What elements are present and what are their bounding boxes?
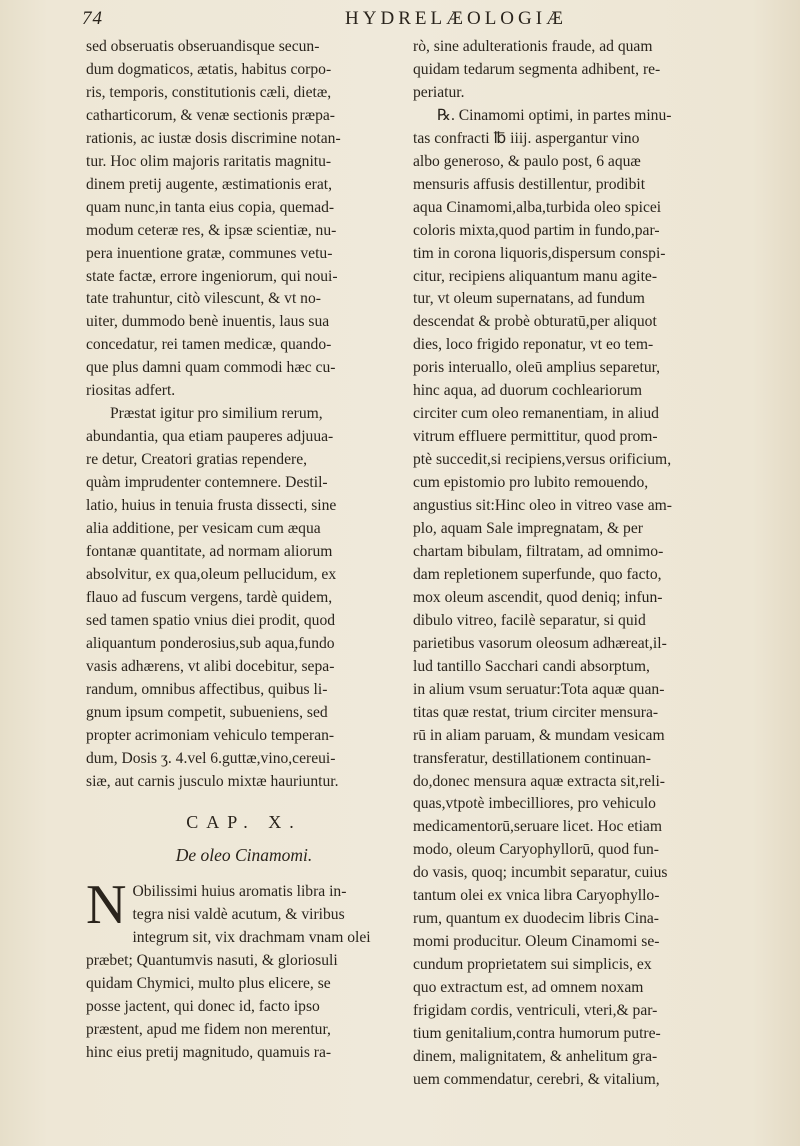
text-line: tate trahuntur, citò vilescunt, & vt no- — [86, 290, 321, 308]
text-line: mensuris affusis destillentur, prodibit — [413, 175, 646, 193]
running-head: HYDRELÆOLOGIÆ — [345, 8, 567, 29]
text-line: abundantia, qua etiam pauperes adjuua- — [86, 428, 334, 446]
text-line: siæ, aut carnis jusculo mixtæ hauriuntur. — [86, 772, 339, 790]
text-line: posse jactent, qui donec id, facto ipso — [86, 998, 320, 1016]
text-line: quas,vtpotè imbecilliores, pro vehiculo — [413, 795, 656, 813]
chapter-opening — [86, 874, 402, 1065]
text-line: modo, oleum Caryophyllorū, quod fun- — [413, 841, 660, 859]
text-line: do,donec mensura aquæ extracta sit,reli- — [413, 772, 666, 790]
text-line: præbet; Quantumvis nasuti, & gloriosuli — [86, 952, 338, 970]
text-line: do vasis, quoq; incumbit separatur, cuius — [413, 864, 668, 882]
drop-cap: N — [86, 874, 127, 937]
text-line: quàm imprudenter contemnere. Destil- — [86, 474, 328, 492]
text-line: titas quæ restat, trium circiter mensura- — [413, 703, 659, 721]
text-line: dinem pretij augente, æstimationis erat, — [86, 175, 332, 193]
text-line: hinc aqua, ad duorum cochleariorum — [413, 382, 643, 400]
left-column-text — [86, 36, 402, 793]
text-line: lud tantillo Sacchari candi absorptum, — [413, 657, 650, 675]
text-line: aqua Cinamomi,alba,turbida oleo spicei — [413, 198, 662, 216]
text-line: frigidam cordis, ventriculi, vteri,& par- — [413, 1002, 658, 1020]
text-line: circiter cum oleo remanentiam, in aliud — [413, 405, 659, 423]
text-line: flauo ad fuscum vergens, tardè quidem, — [86, 588, 333, 606]
text-line: ris, temporis, constitutionis cæli, dietæ, — [86, 83, 332, 101]
text-line: dies, loco frigido reponatur, vt eo tem- — [413, 336, 654, 354]
text-line: vasis adhærens, vt alibi docebitur, sepa- — [86, 657, 335, 675]
text-line: quidam tedarum segmenta adhibent, re- — [413, 60, 661, 78]
text-line: rationis, ac iustæ dosis discrimine notan- — [86, 129, 341, 147]
text-line: chartam bibulam, filtratam, ad omnimo- — [413, 542, 664, 560]
text-line: dum dogmaticos, ætatis, habitus corpo- — [86, 60, 332, 78]
text-line: Præstat igitur pro similium rerum, — [110, 405, 323, 423]
text-line: rò, sine adulterationis fraude, ad quam — [413, 38, 653, 55]
right-column — [413, 36, 733, 1092]
page-number: 74 — [82, 8, 103, 29]
text-line: pera inuentione gratæ, communes vetu- — [86, 244, 333, 262]
text-line: præstent, apud me fidem non merentur, — [86, 1021, 331, 1039]
text-line: ptè succedit,si recipiens,versus orificium, — [413, 451, 672, 469]
text-line: rū in aliam paruam, & mundam vesicam — [413, 726, 665, 744]
left-column — [86, 36, 402, 1065]
text-line: tim in corona liquoris,dispersum conspi- — [413, 244, 666, 262]
text-line: re detur, Creatori gratias rependere, — [86, 451, 308, 469]
text-line: uiter, dummodo benè inuentis, laus sua — [86, 313, 330, 331]
text-line: Obilissimi huius aromatis libra in- — [132, 883, 347, 901]
text-line: sed obseruatis obseruandisque secun- — [86, 38, 320, 55]
text-line: rum, quantum ex duodecim libris Cina- — [413, 910, 659, 928]
text-line: dibulo vitreo, facilè separatur, si quid — [413, 611, 646, 629]
text-line: periatur. — [413, 83, 465, 101]
text-line: medicamentorū,seruare licet. Hoc etiam — [413, 818, 662, 836]
text-line: angustius sit:Hinc oleo in vitreo vase am- — [413, 497, 672, 515]
text-line: hinc eius pretij magnitudo, quamuis ra- — [86, 1044, 332, 1062]
text-line: tur, vt oleum supernatans, ad fundum — [413, 290, 645, 308]
text-line: randum, omnibus affectibus, quibus li- — [86, 680, 328, 698]
text-line: tas confracti ℔ iiij. aspergantur vino — [413, 129, 640, 147]
text-line: mox oleum ascendit, quod deniq; infun- — [413, 588, 663, 606]
text-line: gnum ipsum competit, subueniens, sed — [86, 703, 328, 721]
text-line: plo, aquam Sale impregnatam, & per — [413, 520, 643, 538]
page-header — [82, 8, 760, 38]
text-line: ℞. Cinamomi optimi, in partes minu- — [437, 106, 672, 124]
text-line: albo generoso, & paulo post, 6 aquæ — [413, 152, 641, 170]
text-line: catharticorum, & venæ sectionis præpa- — [86, 106, 335, 124]
text-line: transferatur, destillationem continuan- — [413, 749, 651, 767]
right-column-text — [413, 36, 733, 1092]
text-line: que plus damni quam commodi hæc cu- — [86, 359, 336, 377]
text-line: alia additione, per vesicam cum æqua — [86, 520, 321, 538]
text-line: in alium vsum seruatur:Tota aquæ quan- — [413, 680, 665, 698]
text-line: aliquantum ponderosius,sub aqua,fundo — [86, 634, 335, 652]
text-line: parietibus vasorum oleosum adhæreat,il- — [413, 634, 667, 652]
text-line: sed tamen spatio vnius diei prodit, quod — [86, 611, 336, 629]
text-line: citur, recipiens aliquantum manu agite- — [413, 267, 658, 285]
text-line: descendat & probè obturatū,per aliquot — [413, 313, 657, 331]
section-title: De oleo Cinamomi. — [175, 845, 313, 866]
text-line: latio, huius in tenuia frusta dissecti, sine — [86, 497, 337, 515]
text-line: concedatur, rei tamen medicæ, quando- — [86, 336, 332, 354]
text-line: state factæ, errore ingeniorum, qui noui- — [86, 267, 338, 285]
text-line: propter acrimoniam vehiculo temperan- — [86, 726, 335, 744]
chapter-opening-text — [86, 874, 402, 1065]
text-line: dinem, malignitatem, & anhelitum gra- — [413, 1047, 658, 1065]
text-line: dum, Dosis ʒ. 4.vel 6.guttæ,vino,cereui- — [86, 749, 336, 767]
text-line: modum ceteræ res, & ipsæ scientiæ, nu- — [86, 221, 337, 239]
text-line: uem commendatur, cerebri, & vitalium, — [413, 1070, 660, 1088]
text-line: riositas adfert. — [86, 382, 176, 400]
text-line: quam nunc,in tanta eius copia, quemad- — [86, 198, 335, 216]
text-line: tium genitalium,contra humorum putre- — [413, 1024, 661, 1042]
text-line: tur. Hoc olim majoris raritatis magnitu- — [86, 152, 332, 170]
text-line: fontanæ quantitate, ad normam aliorum — [86, 542, 333, 560]
text-line: absolvitur, ex qua,oleum pellucidum, ex — [86, 565, 337, 583]
text-line: coloris mixta,quod partim in fundo,par- — [413, 221, 660, 239]
text-line: cundum proprietatem sui simplicis, ex — [413, 956, 652, 974]
chapter-heading: CAP. X. — [186, 812, 302, 833]
text-line: vitrum effluere permittitur, quod prom- — [413, 428, 658, 446]
text-line: cum epistomio pro lubito remouendo, — [413, 474, 649, 492]
text-line: integrum sit, vix drachmam vnam olei — [132, 929, 371, 947]
text-line: quidam Chymici, multo plus elicere, se — [86, 975, 331, 993]
text-line: tantum olei ex vnica libra Caryophyllo- — [413, 887, 660, 905]
text-line: dam repletionem superfunde, quo facto, — [413, 565, 662, 583]
text-line: tegra nisi valdè acutum, & viribus — [132, 906, 345, 924]
text-line: poris interuallo, oleū amplius separetur, — [413, 359, 661, 377]
text-line: quo extractum est, ad omnem noxam — [413, 979, 644, 997]
text-line: momi producitur. Oleum Cinamomi se- — [413, 933, 660, 951]
